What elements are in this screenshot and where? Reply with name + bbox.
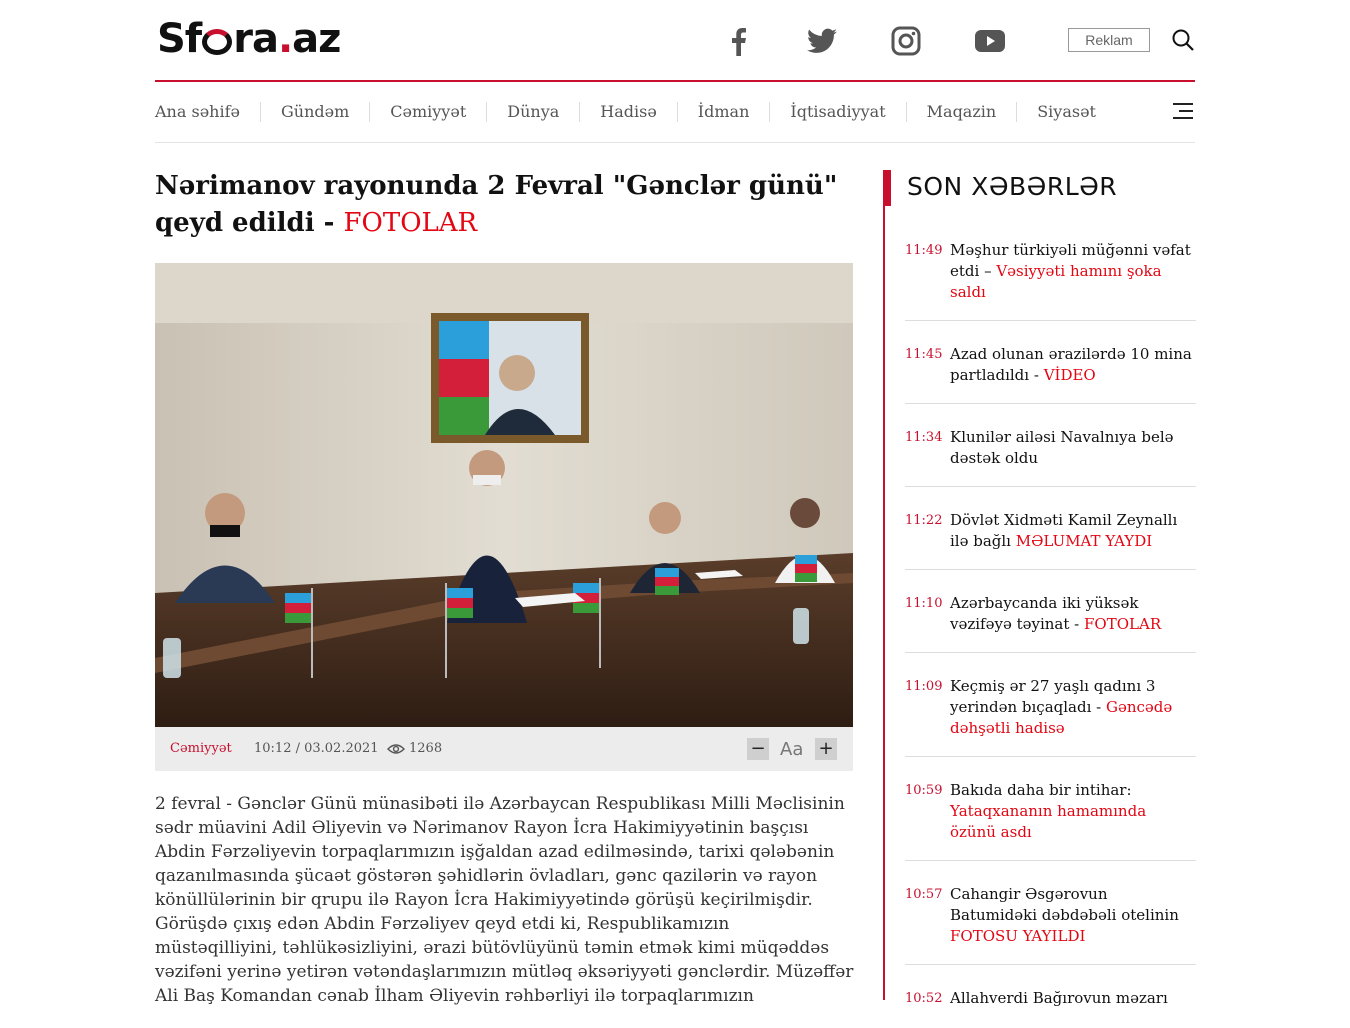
article-title-text: Nərimanov rayonunda 2 Fevral "Gənclər günü" qeyd edildi - [155,171,838,238]
news-highlight[interactable]: VİDEO [1043,366,1096,384]
sidebar-accent-bar [883,170,891,206]
news-highlight[interactable]: Yataqxananın hamamında özünü asdı [950,802,1147,841]
latest-news-sidebar [883,170,1197,1007]
article-datetime: 10:12 / 03.02.2021 [254,741,379,756]
logo-ring-icon [202,29,232,55]
logo-dot: . [277,16,293,62]
font-decrease-button[interactable]: − [747,738,769,760]
news-highlight[interactable]: FOTOSU YAYILDI [950,927,1086,945]
site-header [155,0,1195,82]
nav-item-cemiyyet[interactable]: Cəmiyyət [369,102,486,122]
article-meta-bar [155,727,853,771]
eye-icon [387,743,405,755]
search-icon[interactable] [1171,28,1197,54]
news-item[interactable] [905,988,1196,1028]
news-highlight[interactable]: Vəsiyyəti hamını şoka saldı [950,262,1162,301]
news-highlight[interactable]: FOTOLAR [1084,615,1162,633]
news-time: 11:09 [905,679,943,694]
font-size-icon: Aa [780,739,804,760]
news-time: 10:52 [905,991,943,1006]
news-highlight[interactable]: MƏLUMAT YAYDI [1015,532,1153,550]
news-time: 10:59 [905,783,943,798]
twitter-icon[interactable] [805,24,839,58]
news-item[interactable] [905,676,1196,757]
sidebar-title: SON XƏBƏRLƏR [907,172,1118,201]
news-item[interactable] [905,240,1196,321]
news-title[interactable]: Dövlət Xidməti Kamil Zeynallı ilə bağlı [950,511,1178,550]
font-increase-button[interactable]: + [815,738,837,760]
news-title[interactable]: Məşhur türkiyəli müğənni vəfat etdi – [950,241,1191,280]
news-time: 11:34 [905,430,943,445]
news-time: 11:49 [905,243,943,258]
news-item[interactable] [905,780,1196,861]
news-time: 11:45 [905,347,943,362]
news-title[interactable]: Allahverdi Bağırovun məzarı [950,989,1168,1007]
nav-item-ana-sehife[interactable]: Ana səhifə [155,102,240,121]
news-title[interactable]: Bakıda daha bir intihar: [950,781,1132,799]
logo-text: Sf [157,16,202,62]
article-category[interactable]: Cəmiyyət [170,741,232,756]
nav-item-dunya[interactable]: Dünya [486,102,579,122]
news-title[interactable]: Cahangir Əsgərovun Batumidəki dəbdəbəli otelinin [950,885,1179,924]
news-time: 11:10 [905,596,943,611]
logo-text: az [292,16,341,62]
news-item[interactable] [905,884,1196,965]
instagram-icon[interactable] [889,24,923,58]
article-title [155,168,855,242]
logo-text: ra [233,16,278,62]
article-paragraph: 2 fevral - Gənclər Günü münasibəti ilə Azərbaycan Respublikası Milli Məclisinin sədr müavini Adil Əliyevin və Nərimanov Rayon İcra Hakimiyyətinin başçısı Abdin Fərzəliyevin torpaqlarımızın işğaldan azad edilməsində, tarixi qələbənin qazanılmasında şücaət göstərən şəhidlərin övladları, gənc qazilərin və rayon könüllülərinin bir qrupu ilə Rayon İcra Hakimiyyətində görüşü keçirilmişdir. Görüşdə çıxış edən Abdin Fərzəliyev qeyd etdi ki, Respublikamızın müstəqilliyini, təhlükəsizliyini, ərazi bütövlüyünü təmin etmək kimi müqəddəs vəzifəni yerinə yetirən vətəndaşlarımızın mütləq əksəriyyəti gənclərdir. Müzəffər Ali Baş Komandan cənab İlham Əliyevin rəhbərliyi ilə torpaqlarımızın [155,794,854,1006]
news-item[interactable] [905,510,1196,570]
nav-item-gundem[interactable]: Gündəm [260,102,369,122]
menu-icon[interactable] [1173,103,1193,119]
nav-item-idman[interactable]: İdman [677,102,770,122]
facebook-icon[interactable] [721,24,755,58]
article-title-highlight: FOTOLAR [343,208,478,238]
article-body [155,792,855,1008]
article-photo [155,263,853,727]
article-views [387,741,442,756]
youtube-icon[interactable] [973,24,1007,58]
news-time: 10:57 [905,887,943,902]
news-highlight[interactable]: Gəncədə dəhşətli hadisə [950,698,1173,737]
news-title[interactable]: Klunilər ailəsi Navalnıya belə dəstək oldu [950,428,1174,467]
news-time: 11:22 [905,513,943,528]
reklam-button[interactable]: Reklam [1068,28,1150,52]
nav-item-siyaset[interactable]: Siyasət [1016,102,1116,122]
views-count: 1268 [409,741,443,756]
news-title[interactable]: Azad olunan ərazilərdə 10 mina partladıldı - [950,345,1192,384]
nav-item-iqtisadiyyat[interactable]: İqtisadiyyat [769,102,905,122]
news-item[interactable] [905,344,1196,404]
news-item[interactable] [905,593,1196,653]
nav-item-hadise[interactable]: Hadisə [579,102,677,122]
nav-item-maqazin[interactable]: Maqazin [906,102,1017,122]
news-item[interactable] [905,427,1196,487]
news-title[interactable]: Azərbaycanda iki yüksək vəzifəyə təyinat - [950,594,1139,633]
site-logo[interactable] [157,16,340,62]
main-nav [155,82,1195,143]
news-title[interactable]: Keçmiş ər 27 yaşlı qadını 3 yerindən bıçaqladı - [950,677,1156,716]
